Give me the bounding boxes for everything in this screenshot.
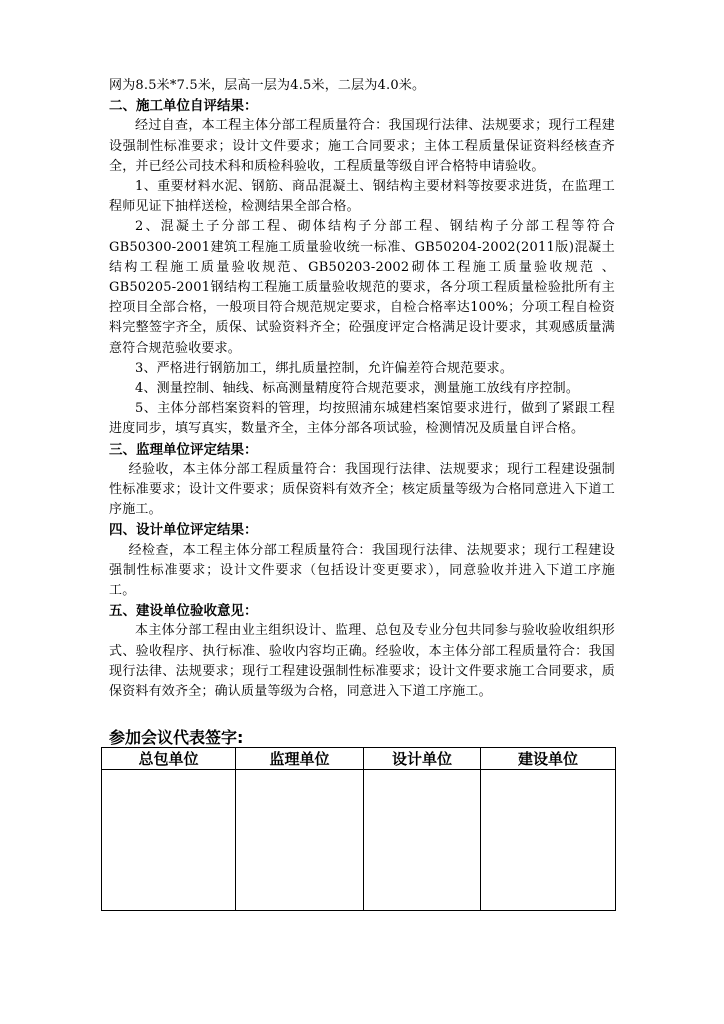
column-header-general-contractor: 总包单位 xyxy=(102,748,236,770)
design-heading: 四、设计单位评定结果： xyxy=(109,522,258,539)
supervision-text: 经验收，本主体分部工程质量符合：我国现行法律、法规要求；现行工程建设强制性标准要求；设计文件要求；质保资料有效齐全；核定质量等级为合格同意进入下道工序施工。 xyxy=(109,461,615,518)
column-header-design: 设计单位 xyxy=(364,748,481,770)
construction-item-3: 3、严格进行钢筋加工，绑扎质量控制，允许偏差符合规范要求。 xyxy=(135,360,514,376)
design-text: 经检查，本工程主体分部工程质量符合：我国现行法律、法规要求；现行工程建设强制性标准要求；设计文件要求（包括设计变更要求），同意验收并进入下道工序施工。 xyxy=(109,542,615,599)
owner-heading: 五、建设单位验收意见： xyxy=(109,603,258,620)
column-header-owner: 建设单位 xyxy=(481,748,616,770)
owner-text: 本主体分部工程由业主组织设计、监理、总包及专业分包共同参与验收验收组织形式、验收程序、执行标准、验收内容均正确。经验收，本主体分部工程质量符合：我国现行法律、法规要求；现行工程建设强制性标准要求；设计文件要求施工合同要求，质保资料有效齐全；确认质量等级为合格，同意进入下道工序施工。 xyxy=(109,623,615,700)
construction-heading: 二、施工单位自评结果： xyxy=(109,98,258,115)
construction-item-5: 5、主体分部档案资料的管理，均按照浦东城建档案馆要求进行，做到了紧跟工程进度同步，填写真实，数量齐全，主体分部各项试验，检测情况及质量自评合格。 xyxy=(109,401,615,437)
signature-table xyxy=(101,747,616,911)
signature-header-row xyxy=(102,748,616,770)
signature-cell-supervision[interactable] xyxy=(236,770,364,911)
signature-row xyxy=(102,770,616,911)
construction-item-1: 1、重要材料水泥、钢筋、商品混凝土、钢结构主要材料等按要求进货，在监理工程师见证下抽样送检，检测结果全部合格。 xyxy=(109,179,615,215)
column-header-supervision: 监理单位 xyxy=(236,748,364,770)
signature-cell-design[interactable] xyxy=(364,770,481,911)
construction-summary: 经过自查，本工程主体分部工程质量符合：我国现行法律、法规要求；现行工程建设强制性标准要求；设计文件要求；施工合同要求；主体工程质量保证资料经核查齐全，并已经公司技术科和质检科验收，工程质量等级自评合格特申请验收。 xyxy=(109,118,615,174)
signature-cell-general-contractor[interactable] xyxy=(102,770,236,911)
signature-section xyxy=(109,728,243,748)
intro-text: 网为8.5米*7.5米，层高一层为4.5米，二层为4.0米。 xyxy=(109,78,426,93)
construction-item-2: 2、混凝土子分部工程、砌体结构子分部工程、钢结构子分部工程等符合GB50300-2001建筑工程施工质量验收统一标准、GB50204-2002(2011版)混凝土结构工程施工质量验收规范、GB50203-2002砌体工程施工质量验收规范 、GB50205-2001钢结构工程施工质量验收规范的要求，各分项工程质量检验批所有主控项目全部合格，一般项目符合规范规定要求，自检合格率达100%；分项工程自检资料完整签字齐全，质保、试验资料齐全；砼强度评定合格满足设计要求，其观感质量满意符合规范验收要求。 xyxy=(109,219,615,356)
construction-item-4: 4、测量控制、轴线、标高测量精度符合规范要求，测量施工放线有序控制。 xyxy=(135,381,580,397)
signature-title: 参加会议代表签字: xyxy=(109,728,244,747)
supervision-heading: 三、监理单位评定结果： xyxy=(109,441,258,458)
document-body xyxy=(109,76,615,702)
signature-cell-owner[interactable] xyxy=(481,770,616,911)
